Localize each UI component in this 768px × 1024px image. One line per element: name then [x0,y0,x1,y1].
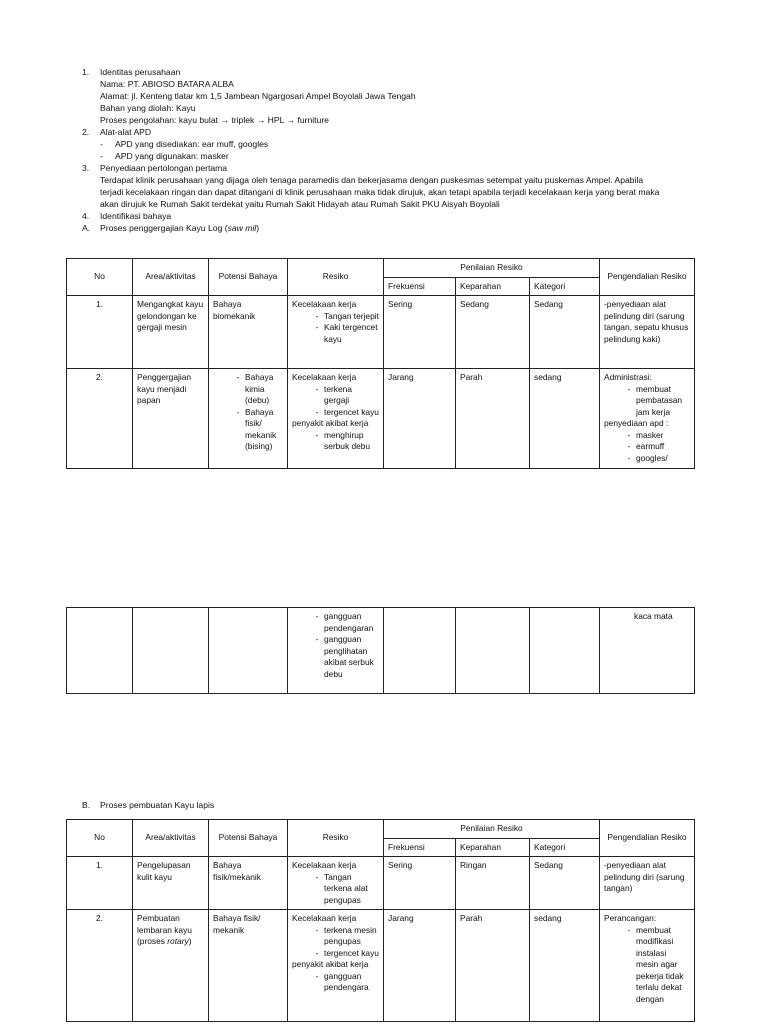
dash-bullet: - [236,372,240,382]
list-item-text: APD yang disediakan: ear muff, googles [115,139,269,149]
paragraph-line: Terdapat klinik perusahaan yang dijaga oleh tenaga paramedis dan bekerjasama dengan puskesmas setempat yaitu puskemas Ampel. Apabila [100,175,644,185]
cell-potensi: Bahaya fisik/ mekanik [209,910,288,1022]
header-resiko: Resiko [288,259,384,296]
cell-kategori [530,608,600,694]
hazard-table-a [66,258,695,469]
cell-potensi [209,369,288,469]
cell-keparahan: Parah [456,369,530,469]
section-number: 3. [82,163,90,173]
cell-potensi [209,608,288,694]
cell-pengendalian [600,608,695,694]
subsection-title: Proses pembuatan Kayu lapis [100,800,215,810]
cell-pengendalian [600,910,695,1022]
header-area: Area/aktivitas [133,820,209,857]
list-item-text: membuat modifikasi instalasi mesin agar pekerja tidak terlalu dekat dengan [636,924,684,1004]
list-item-text: terkena mesin pengupas [324,924,377,946]
cell-frekuensi [384,608,456,694]
cell-pengendalian: -penyediaan alat pelindung diri (sarung tangan) [600,857,695,910]
cell-area: Penggergajian kayu menjadi papan [133,369,209,469]
company-address: Alamat: jl. Kenteng tlatar km 1,5 Jambean Ngargosari Ampel Boyolali Jawa Tengah [100,91,416,101]
header-frekuensi: Frekuensi [384,277,456,296]
cell-frekuensi: Jarang [384,369,456,469]
table-row [67,296,695,369]
cell-kategori: Sedang [530,296,600,369]
list-item [292,634,379,680]
list-item [292,948,379,960]
header-penilaian: Penilaian Resiko [384,259,600,278]
cell-area [133,608,209,694]
cell-pengendalian [600,369,695,469]
table-row [67,608,695,694]
cell-no: 2. [67,910,133,1022]
list-item [213,372,283,407]
cell-potensi: Bahaya biomekanik [209,296,288,369]
dash-bullet: - [627,924,631,935]
list-item [292,872,379,907]
pengendalian-heading: penyediaan apd : [604,418,669,428]
header-keparahan: Keparahan [456,277,530,296]
section-number: 2. [82,127,90,137]
paragraph-line: terjadi kecelakaan ringan dan dapat ditangani di klinik perusahaan maka tidak dirujuk, akan tetapi apabila terjadi kecelakaan kerja yang berat maka [100,187,660,197]
header-kategori: Kategori [530,838,600,857]
dash-bullet: - [100,139,103,149]
section-4 [82,210,702,222]
resiko-heading: Kecelakaan kerja [292,860,357,870]
list-item [604,441,690,453]
cell-area: Mengangkat kayu gelondongan ke gergaji mesin [133,296,209,369]
section-title: Identifikasi bahaya [100,211,172,221]
cell-keparahan: Sedang [456,296,530,369]
cell-keparahan [456,608,530,694]
list-item [292,407,379,419]
header-keparahan: Keparahan [456,838,530,857]
table-row [67,369,695,469]
list-item-text: earmuff [636,441,665,451]
subsection-title [100,222,259,234]
cell-area-italic: rotary [167,936,189,946]
cell-area: Pengelupasan kulit kayu [133,857,209,910]
list-item-text: gangguan penglihatan akibat serbuk debu [324,634,374,679]
header-kategori: Kategori [530,277,600,296]
header-pengendalian: Pengendalian Resiko [600,259,695,296]
list-item [213,407,283,453]
cell-resiko [288,369,384,469]
header-pengendalian: Pengendalian Resiko [600,820,695,857]
list-item-text: gangguan pendengaran [324,611,374,633]
list-item [292,322,379,345]
list-item [292,430,379,453]
list-item [82,138,702,150]
list-item-text: Bahaya fisik/ mekanik (bising) [245,406,277,451]
table-row [67,857,695,910]
list-item-text: masker [636,429,664,440]
cell-frekuensi: Jarang [384,910,456,1022]
company-name: Nama: PT. ABIOSO BATARA ALBA [100,79,234,89]
list-item [292,384,379,407]
subsection-title-italic: saw mil [227,223,257,233]
dash-bullet: - [315,871,319,882]
list-item [604,430,690,442]
paragraph-line: akan dirujuk ke Rumah Sakit terdekat yaitu Rumah Sakit Hidayah atau Rumah Sakit PKU Aisyah Boyolali [100,199,500,209]
cell-no [67,608,133,694]
dash-bullet: - [627,429,631,440]
list-item [604,925,690,1006]
cell-resiko [288,608,384,694]
section-number: 1. [82,67,90,77]
cell-frekuensi: Sering [384,857,456,910]
list-item [604,384,690,419]
dash-bullet: - [236,406,240,417]
cell-no: 2. [67,369,133,469]
dash-bullet: - [627,383,631,394]
subsection-letter: B. [82,800,91,810]
cell-resiko [288,857,384,910]
cell-kategori: sedang [530,910,600,1022]
list-item-text: Bahaya kimia (debu) [245,372,274,405]
dash-bullet: - [315,310,319,321]
cell-area-close: ) [188,936,192,946]
dash-bullet: - [100,151,103,161]
dash-bullet: - [627,452,631,463]
list-item-text: terkena gergaji [324,383,352,405]
resiko-heading: penyakit akibat kerja [292,418,369,428]
table-row [67,910,695,1022]
cell-frekuensi: Sering [384,296,456,369]
section-3 [82,162,702,174]
cell-potensi: Bahaya fisik/mekanik [209,857,288,910]
document-intro [82,66,702,234]
cell-pengendalian: -penyediaan alat pelindung diri (sarung tangan, sepatu khusus pelindung kaki) [600,296,695,369]
list-item-text: googles/ [636,452,668,463]
section-title: Penyediaan pertolongan pertama [100,163,228,173]
cell-kategori: sedang [530,369,600,469]
dash-bullet: - [315,924,319,935]
list-item-text: menghirup serbuk debu [324,429,371,451]
list-item-text: gangguan pendengara [324,970,369,992]
dash-bullet: - [627,441,631,451]
section-number: 4. [82,211,90,221]
hazard-table-a-continuation [66,607,695,694]
list-item [292,925,379,948]
section-title: Alat-alat APD [100,127,152,137]
resiko-heading: penyakit akibat kerja [292,959,369,969]
dash-bullet: - [315,947,319,958]
resiko-heading: Kecelakaan kerja [292,299,357,309]
subsection-a [82,222,702,234]
list-item [292,971,379,994]
cell-resiko [288,910,384,1022]
section-title: Identitas perusahaan [100,67,181,77]
header-no: No [67,820,133,857]
cell-keparahan: Ringan [456,857,530,910]
list-item-text: membuat pembatasan jam kerja [636,383,683,417]
list-item [292,611,379,634]
processing-flow: Proses pengolahan: kayu bulat → triplek → HPL → furniture [100,115,329,125]
section-1 [82,66,702,78]
dash-bullet: - [315,634,319,644]
dash-bullet: - [315,383,319,394]
resiko-heading: Kecelakaan kerja [292,913,357,923]
section-2 [82,126,702,138]
pengendalian-heading: Perancangan: [604,913,657,923]
header-no: No [67,259,133,296]
pengendalian-text: kaca mata [634,611,673,621]
list-item-text: APD yang digunakan: masker [115,151,229,161]
dash-bullet: - [315,970,319,981]
dash-bullet: - [315,611,319,621]
list-item-text: tergencet kayu [324,947,379,958]
header-penilaian: Penilaian Resiko [384,820,600,839]
list-item-text: Tangan terkena alat pengupas [324,871,368,905]
cell-area-text: Pembuatan lembaran kayu (proses [137,913,192,946]
subsection-b [82,799,214,811]
cell-resiko [288,296,384,369]
list-item-text: tergencet kayu [324,406,379,417]
header-potensi: Potensi Bahaya [209,259,288,296]
cell-no: 1. [67,857,133,910]
header-area: Area/aktivitas [133,259,209,296]
subsection-title-close: ) [256,223,260,233]
list-item [604,453,690,465]
dash-bullet: - [315,322,319,332]
cell-kategori: Sedang [530,857,600,910]
hazard-table-b [66,819,695,1022]
resiko-heading: Kecelakaan kerja [292,372,357,382]
processed-material: Bahan yang diolah: Kayu [100,103,196,113]
list-item-text: Kaki tergencet kayu [324,322,378,344]
pengendalian-heading: Administrasi: [604,372,652,382]
header-resiko: Resiko [288,820,384,857]
list-item [82,150,702,162]
cell-keparahan: Parah [456,910,530,1022]
subsection-title-text: Proses penggergajian Kayu Log ( [100,223,228,233]
cell-area [133,910,209,1022]
header-potensi: Potensi Bahaya [209,820,288,857]
subsection-letter: A. [82,223,91,233]
header-frekuensi: Frekuensi [384,838,456,857]
cell-no: 1. [67,296,133,369]
dash-bullet: - [315,429,319,440]
list-item-text: Tangan terjepit [324,310,379,321]
dash-bullet: - [315,406,319,417]
list-item [292,311,379,323]
